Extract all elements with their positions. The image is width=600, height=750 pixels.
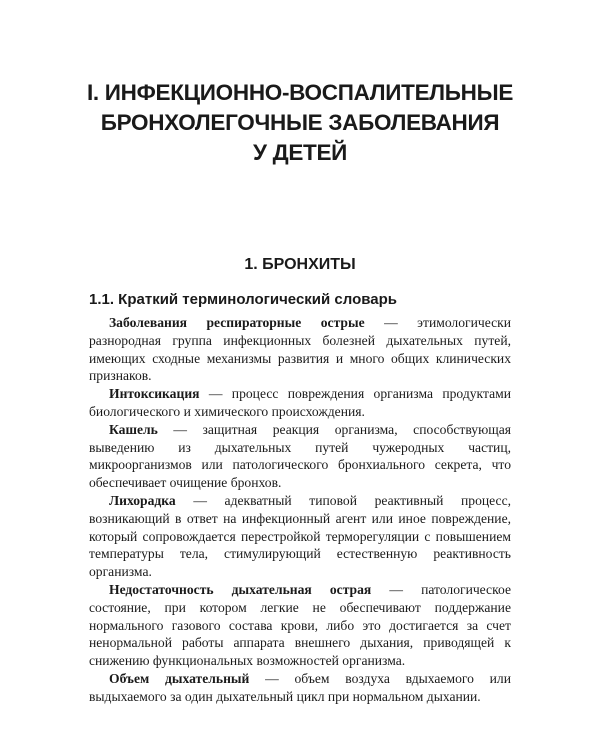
glossary-entry-tidal-volume bbox=[89, 670, 511, 706]
chapter-title-line-2: БРОНХОЛЕГОЧНЫЕ ЗАБОЛЕВАНИЯ bbox=[100, 110, 500, 135]
glossary-entry-cough bbox=[89, 421, 511, 492]
chapter-title-line-1: I. ИНФЕКЦИОННО-ВОСПАЛИТЕЛЬНЫЕ bbox=[86, 80, 514, 105]
chapter-title bbox=[40, 78, 560, 168]
glossary-definition: — этимологически разнородная группа инфекционных болезней дыхательных путей, имеющих сходные механизмы развития и много общих клинических признаков. bbox=[89, 315, 511, 384]
glossary-definition: — процесс повреждения организма продуктами биологического и химического происхождения. bbox=[89, 386, 511, 419]
glossary-entry-respiratory-failure bbox=[89, 581, 511, 670]
glossary-definition: — патологическое состояние, при котором легкие не обеспечивают поддержание нормального газового состава крови, либо это достигается за счет ненормальной работы аппарата внешнего дыхания, приводящей к снижению функциональных возможностей организма. bbox=[89, 581, 511, 669]
glossary-definition: — адекватный типовой реактивный процесс, возникающий в ответ на инфекционный агент или иное повреждение, который сопровождается перестройкой терморегуляции с повышением температуры тела, стимулирующий естественную реактивность организма. bbox=[89, 492, 511, 580]
glossary-entry-acute-respiratory bbox=[89, 314, 511, 385]
glossary-term: Заболевания респираторные острые bbox=[109, 315, 365, 330]
subsection-title: 1.1. Краткий терминологический словарь bbox=[89, 291, 397, 308]
glossary-entry-fever bbox=[89, 492, 511, 581]
glossary-definition: — объем воздуха вдыхаемого или выдыхаемого за один дыхательный цикл при нормальном дыхании. bbox=[89, 670, 511, 704]
glossary-entry-intoxication bbox=[89, 385, 511, 421]
chapter-title-line-3: У ДЕТЕЙ bbox=[252, 140, 348, 165]
glossary-definition: — защитная реакция организма, способствующая выведению из дыхательных путей чужеродных частиц, микроорганизмов или патологического бронхиального секрета, что обеспечивает очищение бронхов. bbox=[89, 421, 511, 491]
glossary-term: Кашель bbox=[109, 421, 158, 437]
glossary bbox=[89, 314, 511, 706]
glossary-term: Интоксикация bbox=[109, 386, 200, 402]
glossary-term: Недостаточность дыхательная острая bbox=[109, 581, 372, 597]
section-title: 1. БРОНХИТЫ bbox=[244, 256, 356, 273]
glossary-term: Лихорадка bbox=[109, 492, 176, 508]
glossary-term: Объем дыхательный bbox=[109, 670, 250, 686]
